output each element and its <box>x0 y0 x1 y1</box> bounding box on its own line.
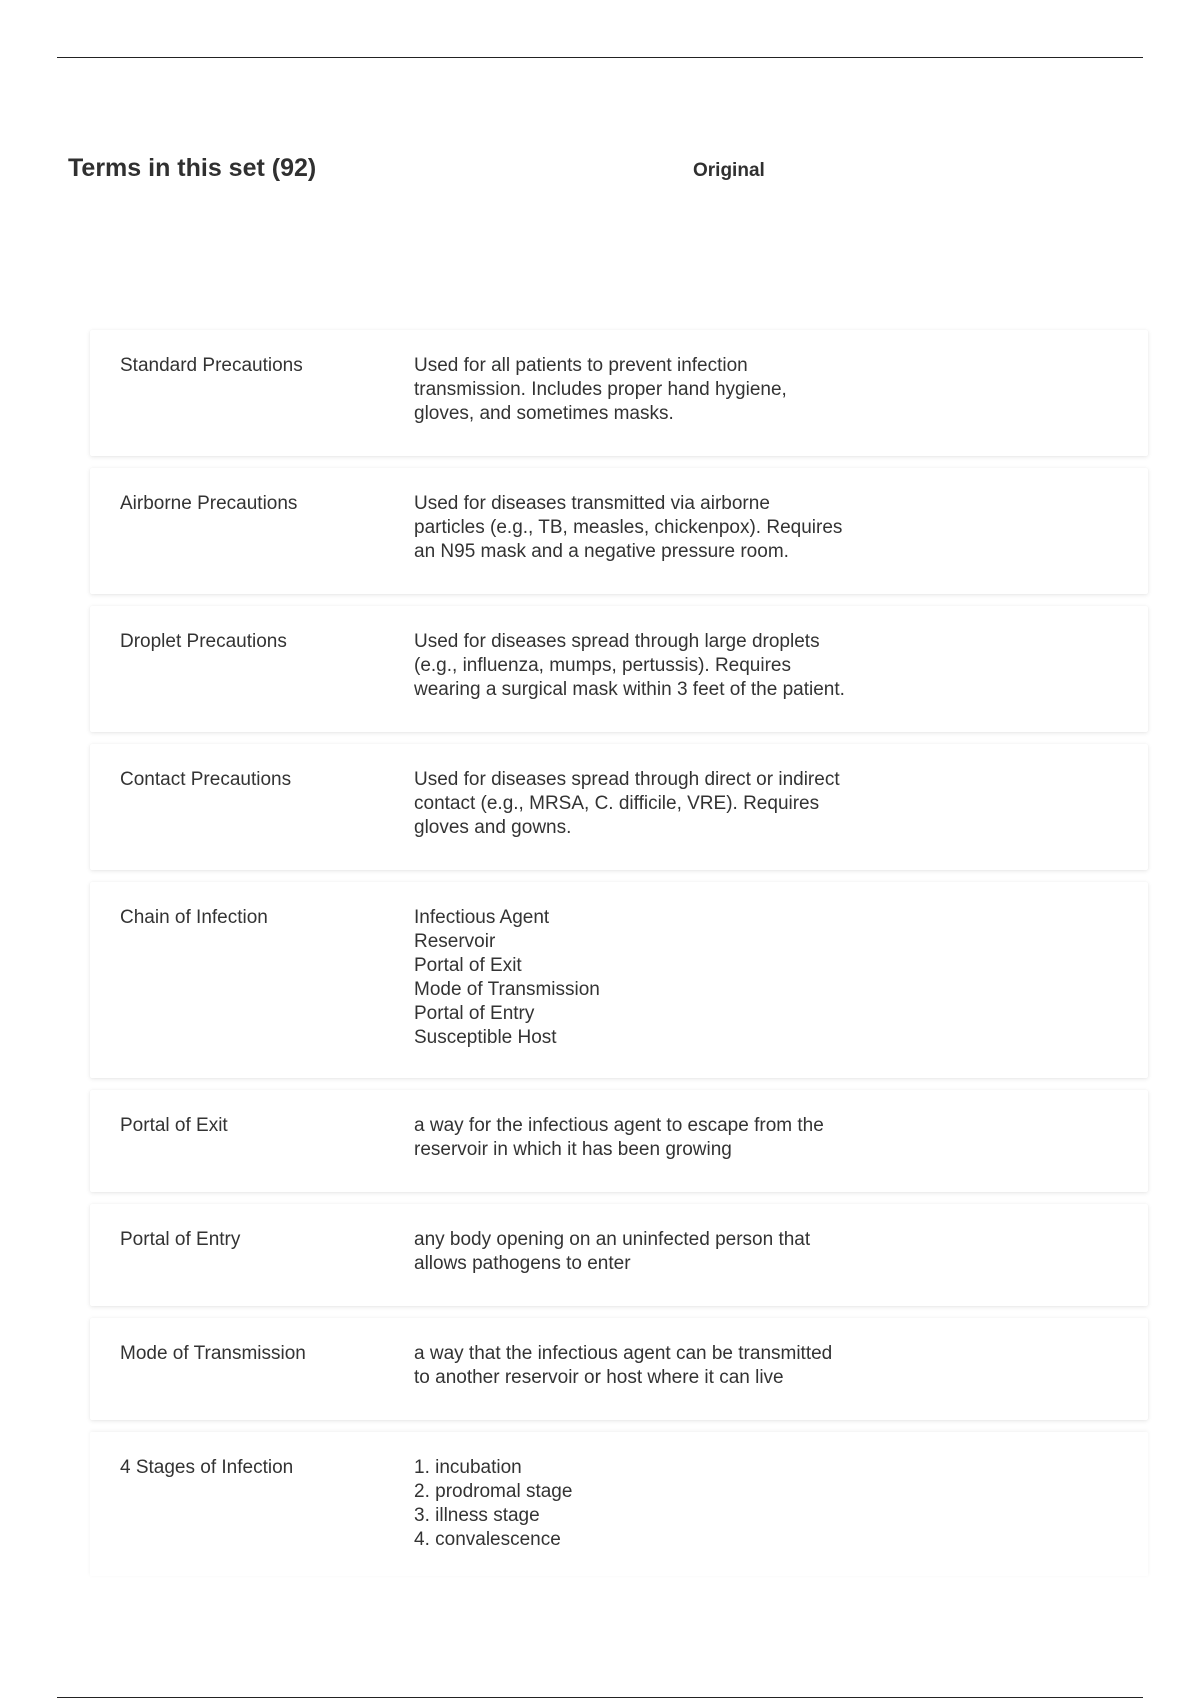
term-text: 4 Stages of Infection <box>120 1457 294 1478</box>
definition-text: any body opening on an uninfected person that allows pathogens to enter <box>414 1229 811 1274</box>
term-text: Mode of Transmission <box>120 1343 306 1364</box>
bottom-divider <box>57 1697 1143 1698</box>
term-card <box>90 1204 1148 1306</box>
definition-text: Infectious Agent Reservoir Portal of Exit Mode of Transmission Portal of Entry Susceptible Host <box>414 907 600 1048</box>
term-text: Standard Precautions <box>120 355 303 376</box>
definition-text: Used for diseases spread through large droplets (e.g., influenza, mumps, pertussis). Requires wearing a surgical mask within 3 feet of the patient. <box>414 631 845 700</box>
set-subtitle: Original <box>693 160 765 181</box>
term-card <box>90 744 1148 870</box>
term-card <box>90 1318 1148 1420</box>
definition-text: 1. incubation 2. prodromal stage 3. illness stage 4. convalescence <box>414 1457 573 1550</box>
set-title: Terms in this set (92) <box>68 154 317 182</box>
term-card <box>90 882 1148 1078</box>
definition-text: Used for diseases transmitted via airborne particles (e.g., TB, measles, chickenpox). Requires an N95 mask and a negative pressure room. <box>414 493 843 562</box>
term-text: Airborne Precautions <box>120 493 298 514</box>
top-divider <box>57 57 1143 58</box>
term-card <box>90 606 1148 732</box>
definition-text: Used for diseases spread through direct or indirect contact (e.g., MRSA, C. difficile, VRE). Requires gloves and gowns. <box>414 769 840 838</box>
definition-text: a way for the infectious agent to escape from the reservoir in which it has been growing <box>414 1115 824 1160</box>
term-card <box>90 1090 1148 1192</box>
definition-text: Used for all patients to prevent infection transmission. Includes proper hand hygiene, gloves, and sometimes masks. <box>414 355 787 424</box>
term-text: Portal of Exit <box>120 1115 228 1136</box>
term-text: Chain of Infection <box>120 907 268 928</box>
term-text: Portal of Entry <box>120 1229 241 1250</box>
term-card <box>90 1432 1148 1576</box>
definition-text: a way that the infectious agent can be transmitted to another reservoir or host where it can live <box>414 1343 833 1388</box>
term-text: Contact Precautions <box>120 769 292 790</box>
set-header <box>68 154 1148 194</box>
term-card <box>90 468 1148 594</box>
term-card <box>90 330 1148 456</box>
term-text: Droplet Precautions <box>120 631 287 652</box>
term-list <box>90 330 1148 1576</box>
